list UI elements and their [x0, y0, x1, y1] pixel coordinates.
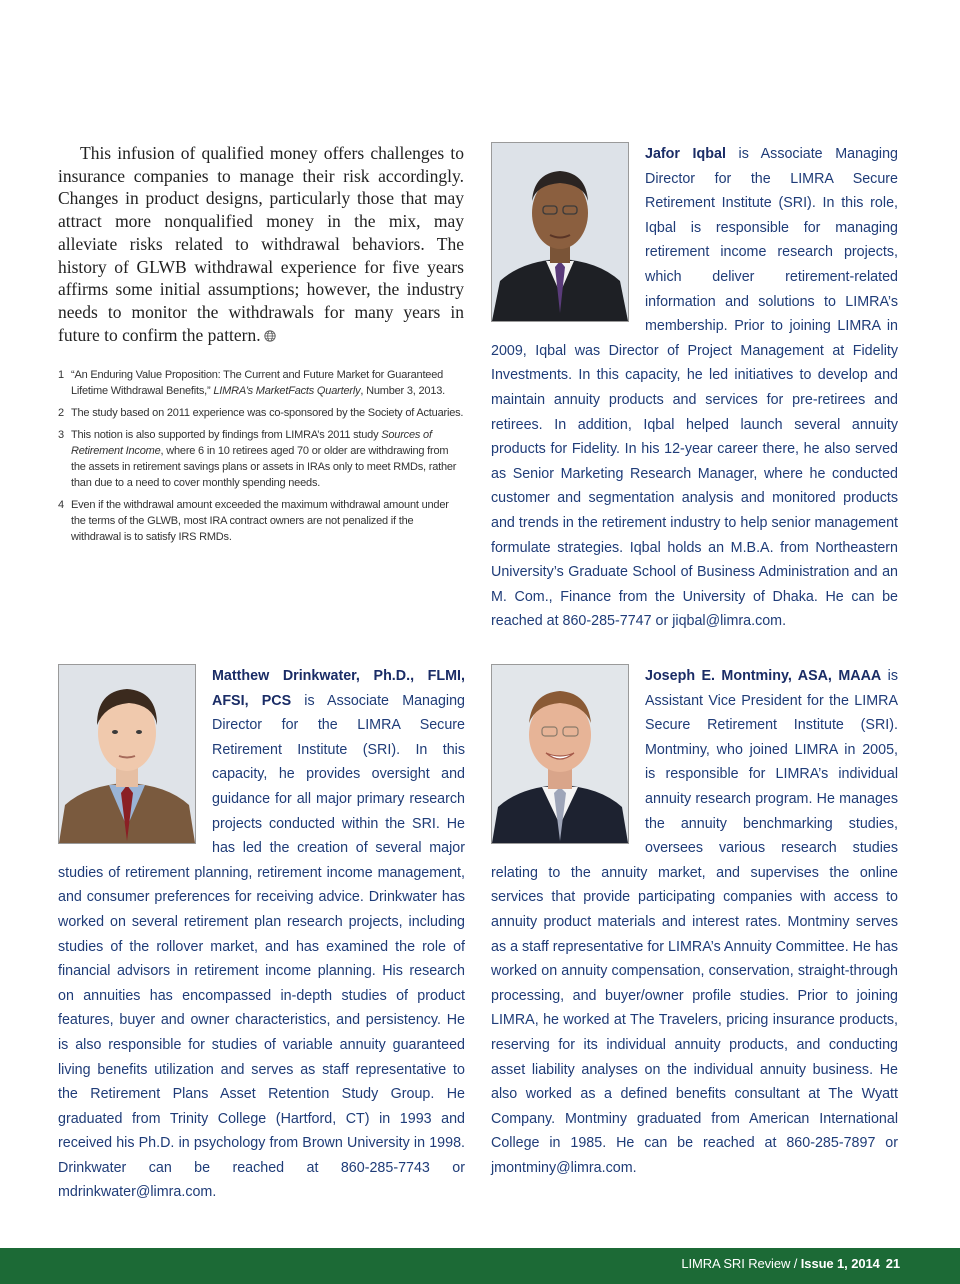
portrait-photo	[492, 665, 628, 843]
footnote-3	[58, 427, 464, 491]
bio-joseph-montminy	[491, 664, 898, 1180]
footnote-2	[58, 405, 464, 421]
footer-text	[681, 1254, 900, 1274]
bio-jafor-iqbal	[491, 142, 898, 634]
bio-text: is Associate Managing Director for the LIMRA Secure Retirement Institute (SRI). In this role, Iqbal is responsible for managing retirement income research projects, which deliver retirement-related information and solutions to LIMRA’s membership. Prior to joining LIMRA in 2009, Iqbal was Director of Project Management at Fidelity Investments. In this capacity, he led initiatives to develop and maintain annuity products and services for pre-retirees and retirees. In addition, Iqbal helped launch several annuity products for Fidelity. In his 12-year career there, he also served as Senior Marketing Research Manager, where he conducted customer and segmentation analysis and monitored products and trends in the retirement industry to help senior management formulate strategies. Iqbal holds an M.B.A. from Northeastern University’s Graduate School of Business Administration and an M. Com., Finance from the University of Dhaka. He can be reached at 860-285-7747 or jiqbal@limra.com.	[491, 146, 899, 630]
footnotes-list	[58, 367, 464, 551]
footnote-number: 2	[58, 407, 64, 419]
footnote-1	[58, 367, 464, 399]
bio-name: Matthew Drinkwater, Ph.D., FLMI, AFSI, PCS	[212, 668, 465, 709]
footnote-4	[58, 497, 464, 545]
bio-matthew-drinkwater	[58, 664, 465, 1205]
bio-name: Jafor Iqbal	[645, 146, 726, 162]
footnote-text: This notion is also supported by findings from LIMRA’s 2011 study	[71, 429, 382, 441]
footer-publication: LIMRA SRI Review /	[681, 1256, 801, 1271]
portrait-matthew-drinkwater	[58, 664, 196, 844]
bio-text: is Associate Managing Director for the LIMRA Secure Retirement Institute (SRI). In this capacity, he provides oversight and guidance for all major primary research projects conducted within the SRI. He has led the creation of several major studies of retirement planning, retirement income management, and consumer preferences for receiving advice. Drinkwater has worked on several retirement plan research projects, including studies of the rollover market, and has examined the role of financial advisors in retirement income planning. His research on annuities has encompassed in-depth studies of product features, buyer and owner characteristics, and persistency. He is also responsible for studies of variable annuity guaranteed living benefits utilization and serves as staff representative to the Retirement Plans Asset Retention Study Group. He graduated from Trinity College (Hartford, CT) in 1993 and received his Ph.D. in psychology from Brown University in 1998. Drinkwater can be reached at 860-285-7743 or mdrinkwater@limra.com.	[58, 692, 465, 1201]
footnote-text: , where 6 in 10 retirees aged 70 or older are withdrawing from the assets in retirement savings plans or assets in IRAs only to meet RMDs, rather than due to a need to cover monthly spending needs.	[71, 445, 457, 489]
page-footer	[0, 1248, 960, 1284]
portrait-photo	[59, 665, 195, 843]
lead-paragraph	[58, 142, 464, 346]
portrait-joseph-montminy	[491, 664, 629, 844]
portrait-photo	[492, 143, 628, 321]
footnote-number: 1	[58, 369, 64, 381]
footnote-number: 3	[58, 429, 64, 441]
footnote-text: “An Enduring Value Proposition: The Current and Future Market for Guaranteed Lifetime Withdrawal Benefits,”	[71, 369, 444, 397]
footnote-italic-title: LIMRA’s MarketFacts Quarterly	[213, 385, 361, 397]
footnote-text: The study based on 2011 experience was co-sponsored by the Society of Actuaries.	[71, 407, 464, 419]
bio-text: is Assistant Vice President for the LIMRA Secure Retirement Institute (SRI). Montminy, who joined LIMRA in 2005, is responsible for LIMRA’s individual annuity research program. He manages the annuity benchmarking studies, oversees various research studies relating to the annuity market, and supervises the online services that provide participating companies with access to annuity product materials and interest rates. Montminy serves as a staff representative for LIMRA’s Annuity Committee. He has worked on annuity compensation, conservation, straight-through processing, and buyer/owner profile studies. Prior to joining LIMRA, he worked at The Travelers, pricing insurance products, reserving for its individual annuity products, and conducting asset liability analyses on the individual annuity business. He also worked as a defined benefits consultant at The Wyatt Company. Montminy graduated from American International College in 1985. He can be reached at 860-285-7897 or jmontminy@limra.com.	[491, 668, 898, 1176]
portrait-jafor-iqbal	[491, 142, 629, 322]
footer-issue: Issue 1, 2014	[800, 1256, 880, 1271]
globe-end-mark-icon	[264, 330, 276, 342]
footnote-text: , Number 3, 2013.	[360, 385, 446, 397]
lead-text: This infusion of qualified money offers challenges to insurance companies to manage their risk accordingly. Changes in product designs, particularly those that may attract more nonqualified money in the mix, may alleviate risks related to withdrawal behaviors. The history of GLWB withdrawal experience for five years affirms some initial assumptions; however, the industry needs to monitor the withdrawals for many years in future to confirm the pattern.	[58, 143, 464, 345]
footnote-text: Even if the withdrawal amount exceeded the maximum withdrawal amount under the terms of the GLWB, most IRA contract owners are not penalized if the withdrawal is to satisfy IRS RMDs.	[71, 499, 449, 543]
page-number: 21	[885, 1256, 900, 1271]
footnote-number: 4	[58, 499, 64, 511]
bio-name: Joseph E. Montminy, ASA, MAAA	[645, 668, 882, 684]
footnote-italic-title: Sources of Retirement Income	[71, 429, 432, 457]
